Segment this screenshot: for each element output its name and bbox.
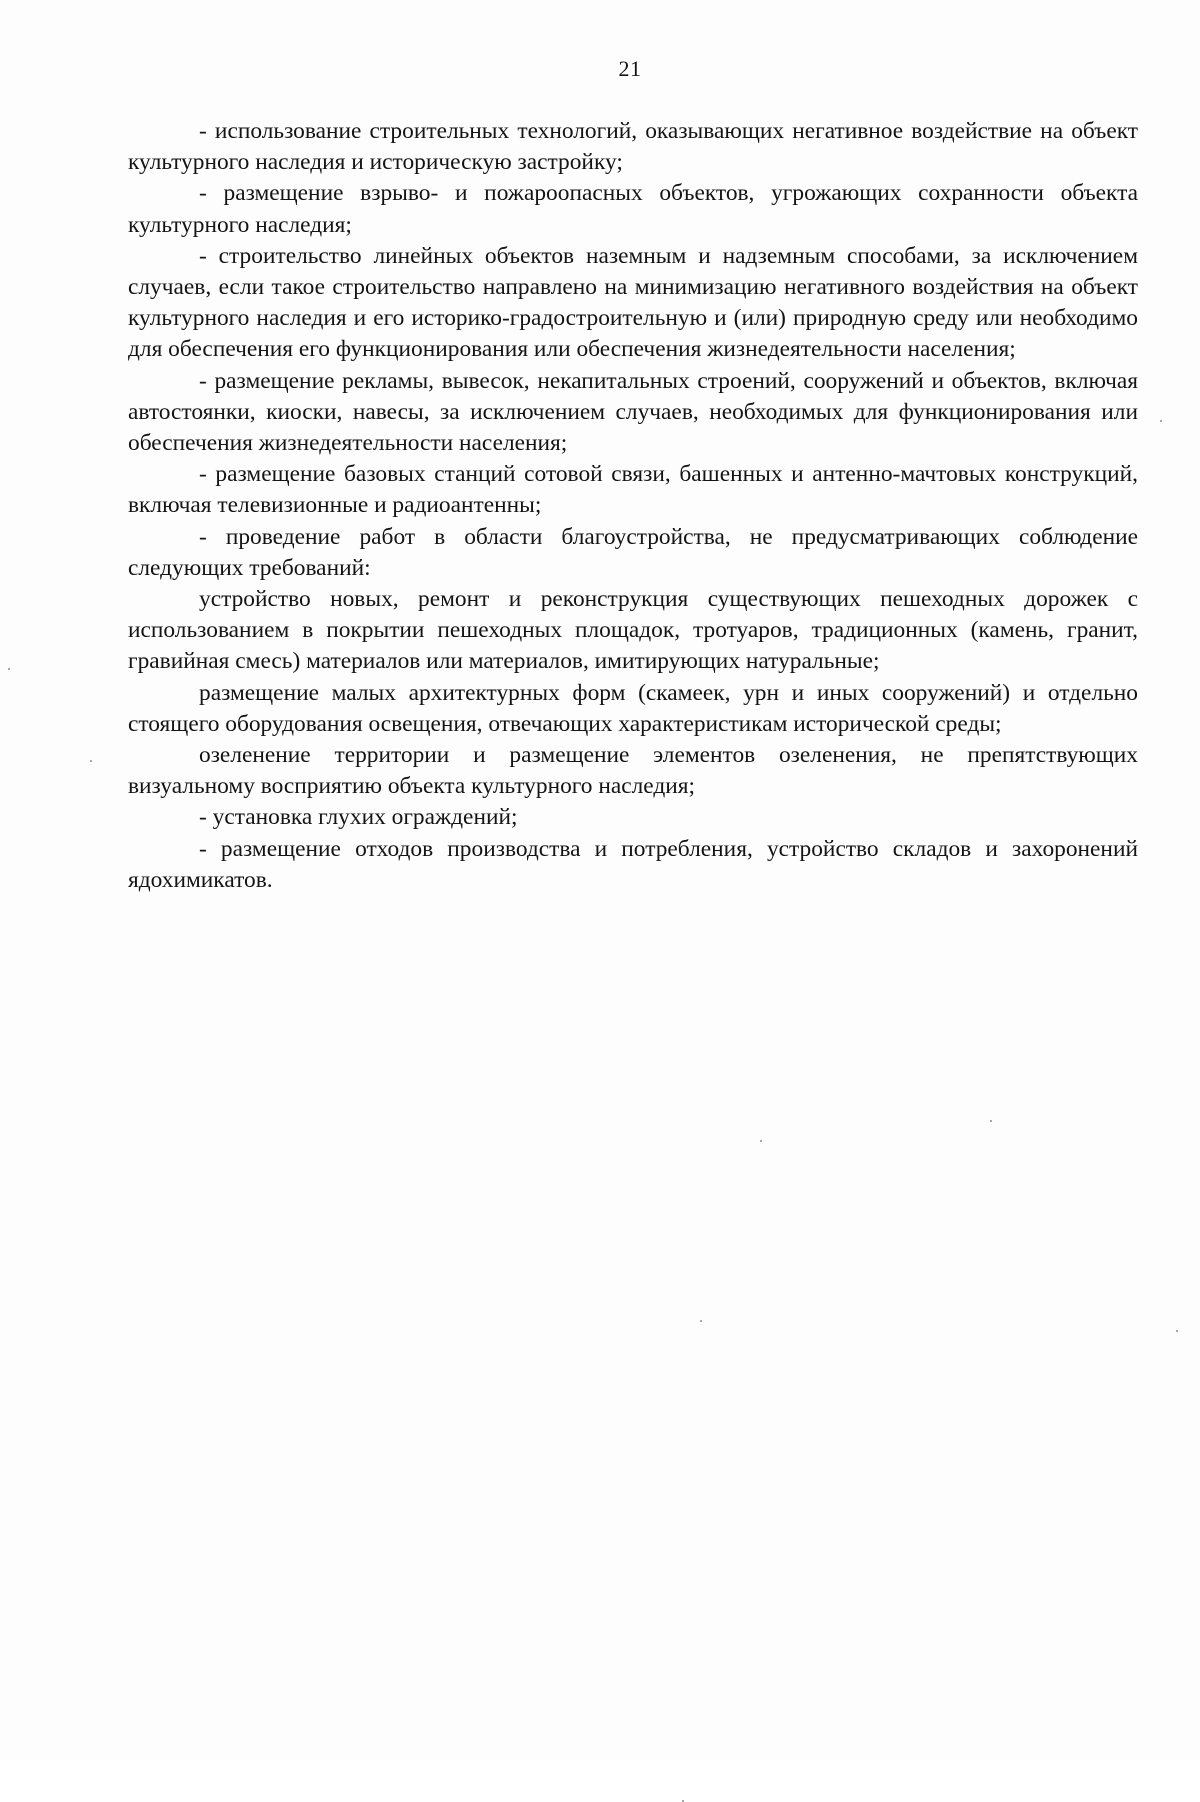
scan-speck bbox=[700, 1320, 702, 1322]
paragraph: - установка глухих ограждений; bbox=[199, 804, 518, 831]
document-body bbox=[128, 116, 1138, 896]
scan-speck bbox=[990, 1120, 992, 1122]
paragraph: - использование строительных технологий, оказывающих негативное воздействие на объект культурного наследия и историческую застройку; bbox=[128, 118, 1138, 176]
page-number: 21 bbox=[618, 56, 642, 81]
paragraph: размещение малых архитектурных форм (скамеек, урн и иных сооружений) и отдельно стоящего оборудования освещения, отвечающих характеристикам исторической среды; bbox=[128, 679, 1138, 737]
paragraph: - размещение взрыво- и пожароопасных объектов, угрожающих сохранности объекта культурного наследия; bbox=[128, 180, 1138, 238]
paragraph: устройство новых, ремонт и реконструкция существующих пешеходных дорожек с использованием в покрытии пешеходных площадок, тротуаров, традиционных (камень, гранит, гравийная смесь) материалов или материалов, имитирующих натуральные; bbox=[128, 586, 1138, 675]
scan-speck bbox=[90, 760, 92, 762]
paragraph: - размещение рекламы, вывесок, некапитальных строений, сооружений и объектов, включая автостоянки, киоски, навесы, за исключением случаев, необходимых для функционирования или обеспечения жизнедеятельности населения; bbox=[128, 367, 1138, 457]
scan-speck bbox=[760, 1140, 762, 1142]
paragraph: - размещение базовых станций сотовой связи, башенных и антенно-мачтовых конструкций, включая телевизионные и радиоантенны; bbox=[128, 461, 1138, 519]
paragraph: - размещение отходов производства и потребления, устройство складов и захоронений ядохимикатов. bbox=[128, 835, 1138, 893]
paragraph: - проведение работ в области благоустройства, не предусматривающих соблюдение следующих требований: bbox=[128, 523, 1138, 581]
scan-speck bbox=[1176, 1330, 1178, 1332]
paragraph: - строительство линейных объектов наземным и надземным способами, за исключением случаев, если такое строительство направлено на минимизацию негативного воздействия на объект культурного наследия и его историко-градостроительную и (или) природную среду или необходимо для обеспечения его функционирования или обеспечения жизнедеятельности населения; bbox=[128, 242, 1138, 363]
scan-speck bbox=[8, 668, 10, 670]
paragraph: озеленение территории и размещение элементов озеленения, не препятствующих визуальному восприятию объекта культурного наследия; bbox=[128, 742, 1138, 800]
scan-speck bbox=[1160, 420, 1162, 422]
